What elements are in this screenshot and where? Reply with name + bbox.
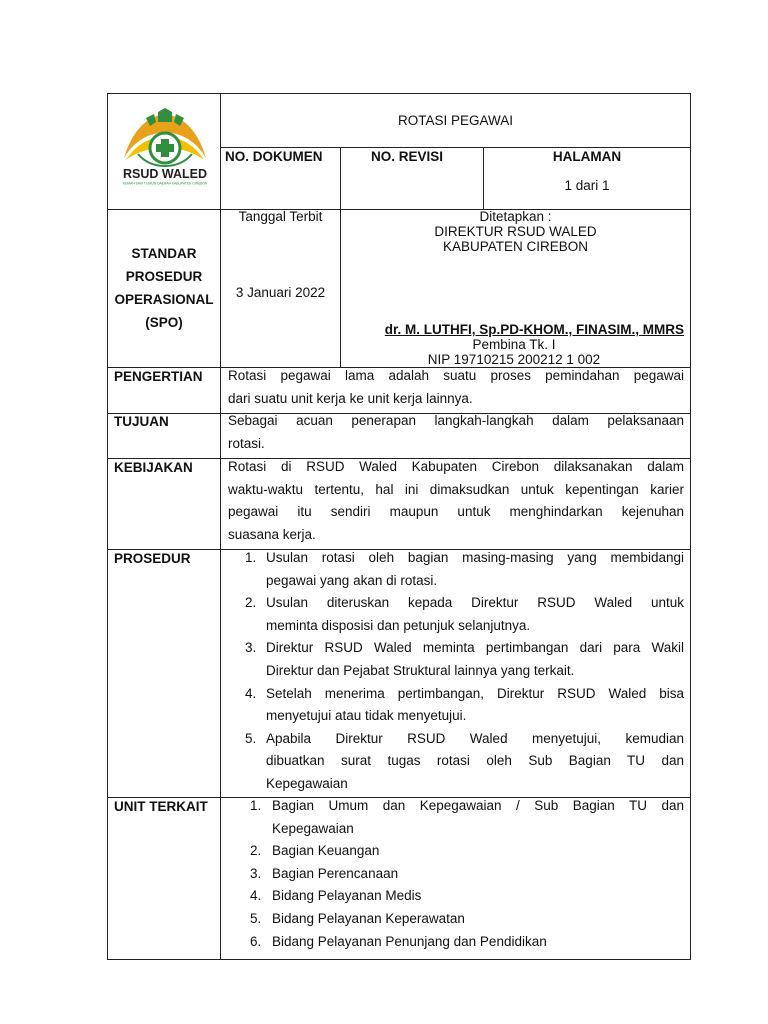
list-number: 1. [250,798,262,813]
signer-rank: Pembina Tk. I [472,337,556,352]
no-revisi-label: NO. REVISI [371,149,444,164]
list-number: 5. [250,910,262,926]
spo-title-line: STANDAR [131,246,197,261]
list-item: 2. Bagian Keuangan [250,840,684,863]
direktur-title: DIREKTUR RSUD WALED [434,224,597,239]
signer-name-text: dr. M. LUTHFI, Sp.PD-KHOM., FINASIM., MMRS [384,322,684,337]
prosedur-list [245,547,684,796]
table-border-top [107,93,691,94]
list-number: 4. [245,685,257,701]
unit-terkait-list [250,795,684,953]
list-item: 4. Setelah menerima pertimbangan, Direktur RSUD Waled bisa menyetujui atau tidak menyetujui. [245,683,684,728]
list-item: 3. Direktur RSUD Waled meminta pertimbangan dari para Wakil Direktur dan Pejabat Struktural lainnya yang terkait. [245,637,684,682]
list-item: 5. Bidang Pelayanan Keperawatan [250,908,684,931]
list-number: 1. [245,550,257,565]
list-item: 2. Usulan diteruskan kepada Direktur RSUD Waled untuk meminta disposisi dan petunjuk selanjutnya. [245,592,684,637]
tujuan-text: Sebagai acuan penerapan langkah-langkah dalam pelaksanaan rotasi. [228,413,684,451]
hospital-emblem-icon [118,108,212,186]
spo-title-line: OPERASIONAL [114,292,214,307]
list-item: 6. Bidang Pelayanan Penunjang dan Pendidikan [250,931,684,954]
pengertian-label: PENGERTIAN [114,369,203,384]
list-number: 3. [250,865,262,881]
list-number: 2. [245,595,257,611]
list-number: 6. [250,933,262,949]
kebijakan-label: KEBIJAKAN [114,460,193,475]
tanggal-terbit-value: 3 Januari 2022 [235,285,326,300]
tujuan-label: TUJUAN [114,414,169,429]
halaman-value: 1 dari 1 [564,178,610,193]
table-border-bottom [107,959,691,960]
tanggal-terbit-label: Tanggal Terbit [238,209,323,224]
pengertian-text: Rotasi pegawai lama adalah suatu proses pemindahan pegawai dari suatu unit kerja ke unit kerja lainnya. [228,368,684,406]
no-dokumen-label: NO. DOKUMEN [225,149,323,164]
list-number: 4. [250,888,262,904]
list-number: 3. [245,640,257,656]
kabupaten-title: KABUPATEN CIREBON [442,239,589,254]
document-title: ROTASI PEGAWAI [397,113,513,128]
signer-name [349,322,684,338]
rsud-waled-logo [118,108,212,186]
svg-text:RUMAH SAKIT UMUM DAERAH KABUPA: RUMAH SAKIT UMUM DAERAH KABUPATEN CIREBON [122,181,208,186]
svg-text:RSUD WALED: RSUD WALED [122,167,208,181]
spo-title-line: PROSEDUR [125,269,203,284]
signer-nip: NIP 19710215 200212 1 002 [427,352,601,367]
list-item: 4. Bidang Pelayanan Medis [250,885,684,908]
spo-title-line: (SPO) [145,315,183,330]
kebijakan-text: Rotasi di RSUD Waled Kabupaten Cirebon dilaksanakan dalam waktu-waktu tertentu, hal ini dimaksudkan untuk kepentingan karier pegawai itu sendiri maupun untuk menghindarkan kejenuhan suasana kerja. [228,459,684,542]
list-item: 1. Usulan rotasi oleh bagian masing-masing yang membidangi pegawai yang akan di rotasi. [245,547,684,592]
table-border-right [690,93,691,960]
table-line [220,147,691,148]
list-number: 5. [245,730,257,746]
list-number: 2. [250,843,262,859]
unit-terkait-label: UNIT TERKAIT [114,799,208,814]
prosedur-label: PROSEDUR [114,551,191,566]
halaman-label: HALAMAN [552,149,622,164]
table-border-left [107,93,108,960]
list-item: 1. Bagian Umum dan Kepegawaian / Sub Bagian TU dan Kepegawaian [250,795,684,840]
ditetapkan-label: Ditetapkan : [479,209,552,224]
list-item: 3. Bagian Perencanaan [250,863,684,886]
list-item: 5. Apabila Direktur RSUD Waled menyetujui, kemudian dibuatkan surat tugas rotasi oleh Sub Bagian TU dan Kepegawaian [245,728,684,796]
table-line [340,147,341,368]
